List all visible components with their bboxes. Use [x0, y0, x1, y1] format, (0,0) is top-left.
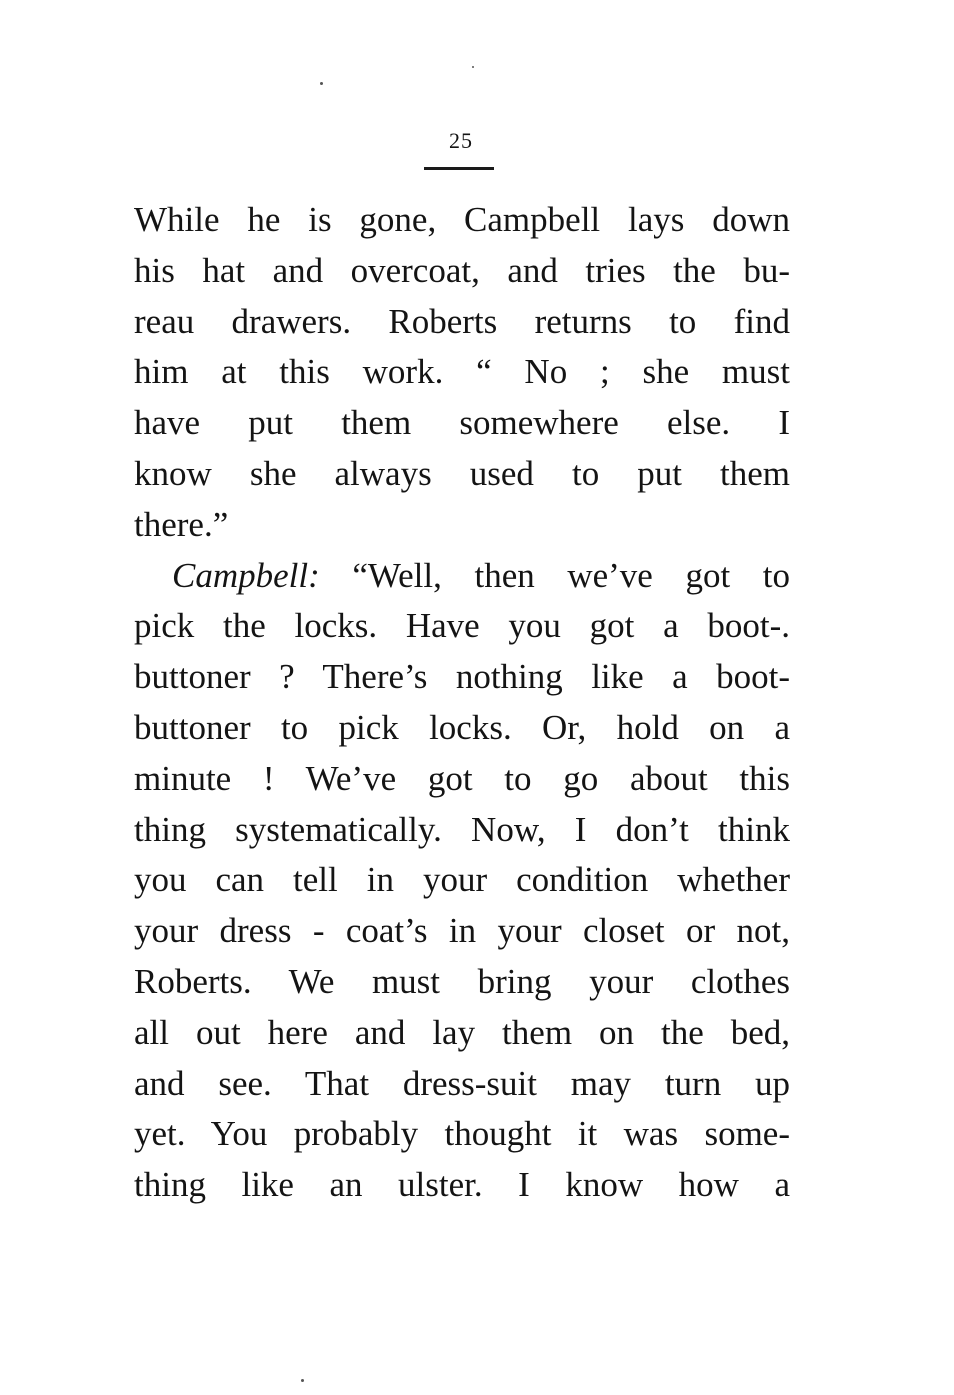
text-line: know she always used to put them	[134, 453, 790, 493]
scan-speck	[301, 1379, 304, 1382]
text-line: buttoner ? There’s nothing like a boot-	[134, 657, 790, 697]
page-number-rule	[424, 167, 494, 170]
text-line: buttoner to pick locks. Or, hold on a	[134, 707, 790, 747]
text-line: you can tell in your condition whether	[134, 860, 790, 900]
text-line: reau drawers. Roberts returns to find	[134, 301, 790, 341]
text-line: While he is gone, Campbell lays down	[134, 200, 790, 239]
text-line: all out here and lay them on the bed,	[134, 1012, 790, 1052]
text-line: his hat and overcoat, and tries the bu-	[134, 250, 790, 290]
body-text	[134, 195, 790, 1211]
text-line: your dress - coat’s in your closet or not,	[134, 911, 790, 951]
text-line: there.”	[134, 504, 229, 544]
text-line: minute ! We’ve got to go about this	[134, 758, 790, 798]
text-line: thing like an ulster. I know how a	[134, 1165, 790, 1205]
scan-speck	[320, 82, 323, 85]
text-line: pick the locks. Have you got a boot-.	[134, 606, 790, 646]
text-line: yet. You probably thought it was some-	[134, 1114, 790, 1154]
speaker-line-text: “Well, then we’ve got to	[352, 555, 790, 595]
speaker-name: Campbell:	[172, 555, 320, 595]
text-line: thing systematically. Now, I don’t think	[134, 809, 790, 849]
page-number: 25	[449, 128, 473, 153]
speaker-line	[134, 551, 790, 602]
scan-speck	[472, 66, 474, 68]
text-line: and see. That dress-suit may turn up	[134, 1063, 790, 1103]
text-line: Roberts. We must bring your clothes	[134, 961, 790, 1001]
text-line: him at this work. “ No ; she must	[134, 352, 790, 392]
text-line: have put them somewhere else. I	[134, 403, 790, 443]
